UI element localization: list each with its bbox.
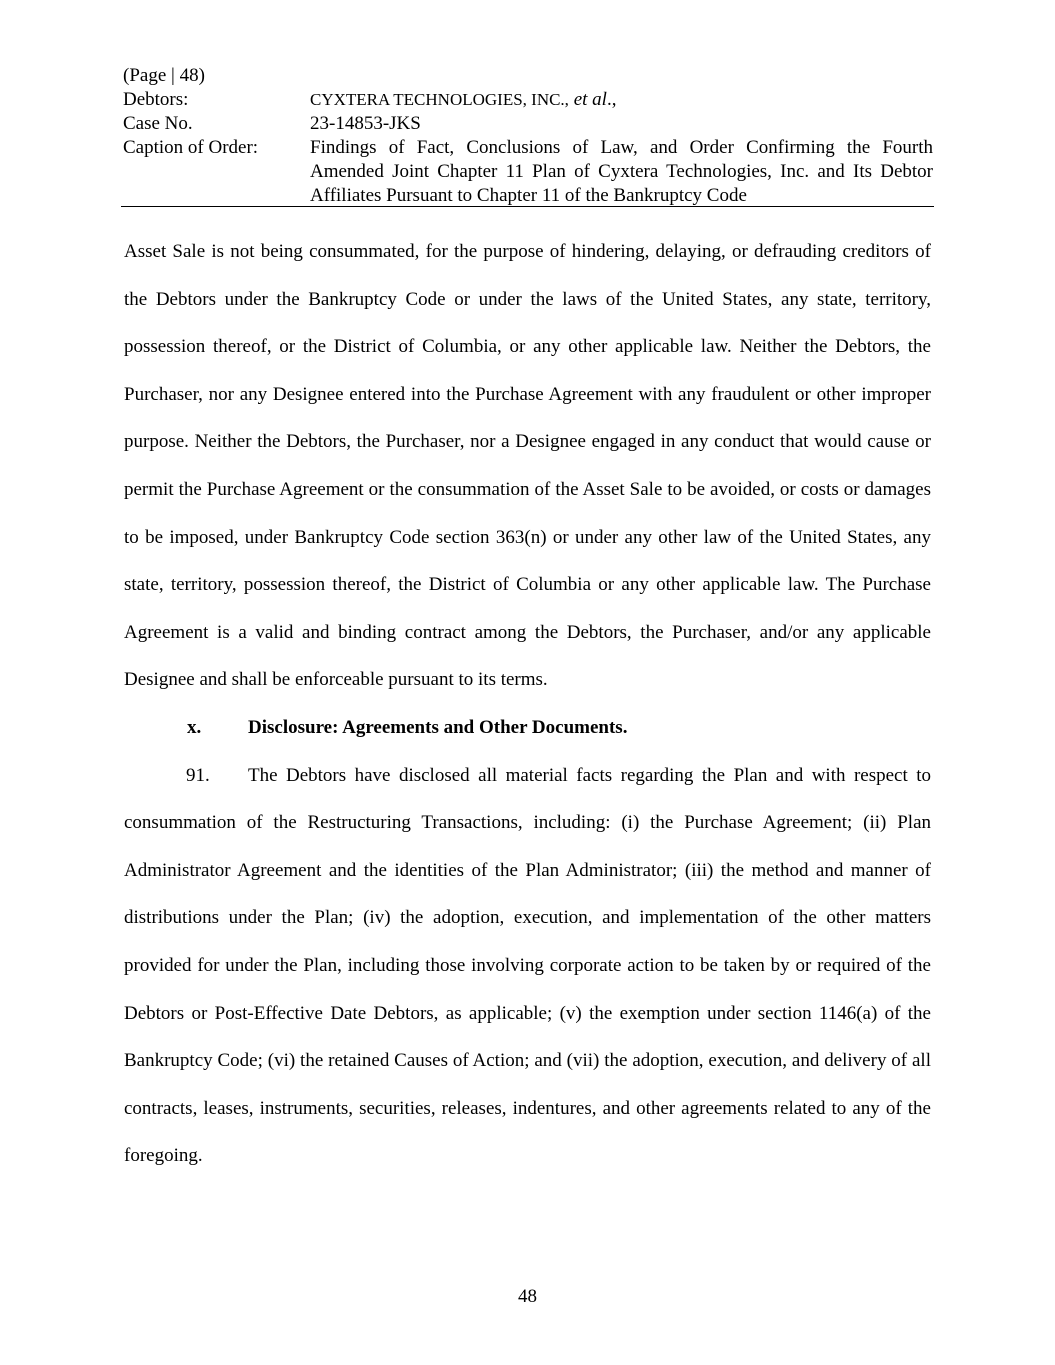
header-debtors-value xyxy=(310,88,933,112)
paragraph-91-number: 91. xyxy=(186,764,210,786)
header-caption-row xyxy=(123,136,933,208)
header-case-label: Case No. xyxy=(123,113,193,134)
header-case-row xyxy=(123,112,933,136)
page-number: 48 xyxy=(518,1286,537,1307)
header-caption-value: Findings of Fact, Conclusions of Law, and Order Confirming the Fourth Amended Joint Chapter 11 Plan of Cyxtera Technologies, Inc. and Its Debtor Affiliates Pursuant to Chapter 11 of the Bankruptcy Code xyxy=(310,137,933,206)
header-page-ref: (Page | 48) xyxy=(123,65,205,86)
header-caption-label: Caption of Order: xyxy=(123,137,259,158)
header-debtors-etal: et al xyxy=(573,89,607,110)
header-case-value: 23-14853-JKS xyxy=(310,113,421,134)
paragraph-91-text: The Debtors have disclosed all material facts regarding the Plan and with respect to consummation of the Restructuring Transactions, including: (i) the Purchase Agreement; (ii) Plan Administrator Agreement and the identities of the Plan Administrator; (iii) the method and manner of distributions under the Plan; (iv) the adoption, execution, and implementation of the other matters provided for under the Plan, including those involving corporate action to be taken by or required of the Debtors or Post-Effective Date Debtors, as applicable; (v) the exemption under section 1146(a) of the Bankruptcy Code; (vi) the retained Causes of Action; and (vii) the adoption, execution, and delivery of all contracts, leases, instruments, securities, releases, indentures, and other agreements related to any of the foregoing. xyxy=(124,764,931,1167)
section-heading-title: Disclosure: Agreements and Other Documents. xyxy=(248,716,628,738)
continuation-paragraph: Asset Sale is not being consummated, for the purpose of hindering, delaying, or defrauding creditors of the Debtors under the Bankruptcy Code or under the laws of the United States, any state, territory, possession thereof, or the District of Columbia, or any other applicable law. Neither the Debtors, the Purchaser, nor any Designee entered into the Purchase Agreement with any fraudulent or other improper purpose. Neither the Debtors, the Purchaser, nor a Designee engaged in any conduct that would cause or permit the Purchase Agreement or the consummation of the Asset Sale to be avoided, or costs or damages to be imposed, under Bankruptcy Code section 363(n) or under any other law of the United States, any state, territory, possession thereof, the District of Columbia or any other applicable law. The Purchase Agreement is a valid and binding contract among the Debtors, the Purchaser, and/or any applicable Designee and shall be enforceable pursuant to its terms. xyxy=(124,241,931,691)
page-header xyxy=(123,64,933,208)
header-debtors-name: CYXTERA TECHNOLOGIES, INC., xyxy=(310,90,569,109)
document-body xyxy=(124,228,931,1180)
header-debtors-suffix: ., xyxy=(606,89,617,110)
section-heading xyxy=(124,704,931,752)
header-debtors-row xyxy=(123,88,933,112)
paragraph-91-indent xyxy=(124,752,248,800)
header-debtors-label: Debtors: xyxy=(123,89,189,110)
header-divider xyxy=(121,206,934,207)
header-page-ref-row xyxy=(123,64,933,88)
section-heading-number: x. xyxy=(187,716,202,738)
paragraph-91 xyxy=(124,752,931,1180)
